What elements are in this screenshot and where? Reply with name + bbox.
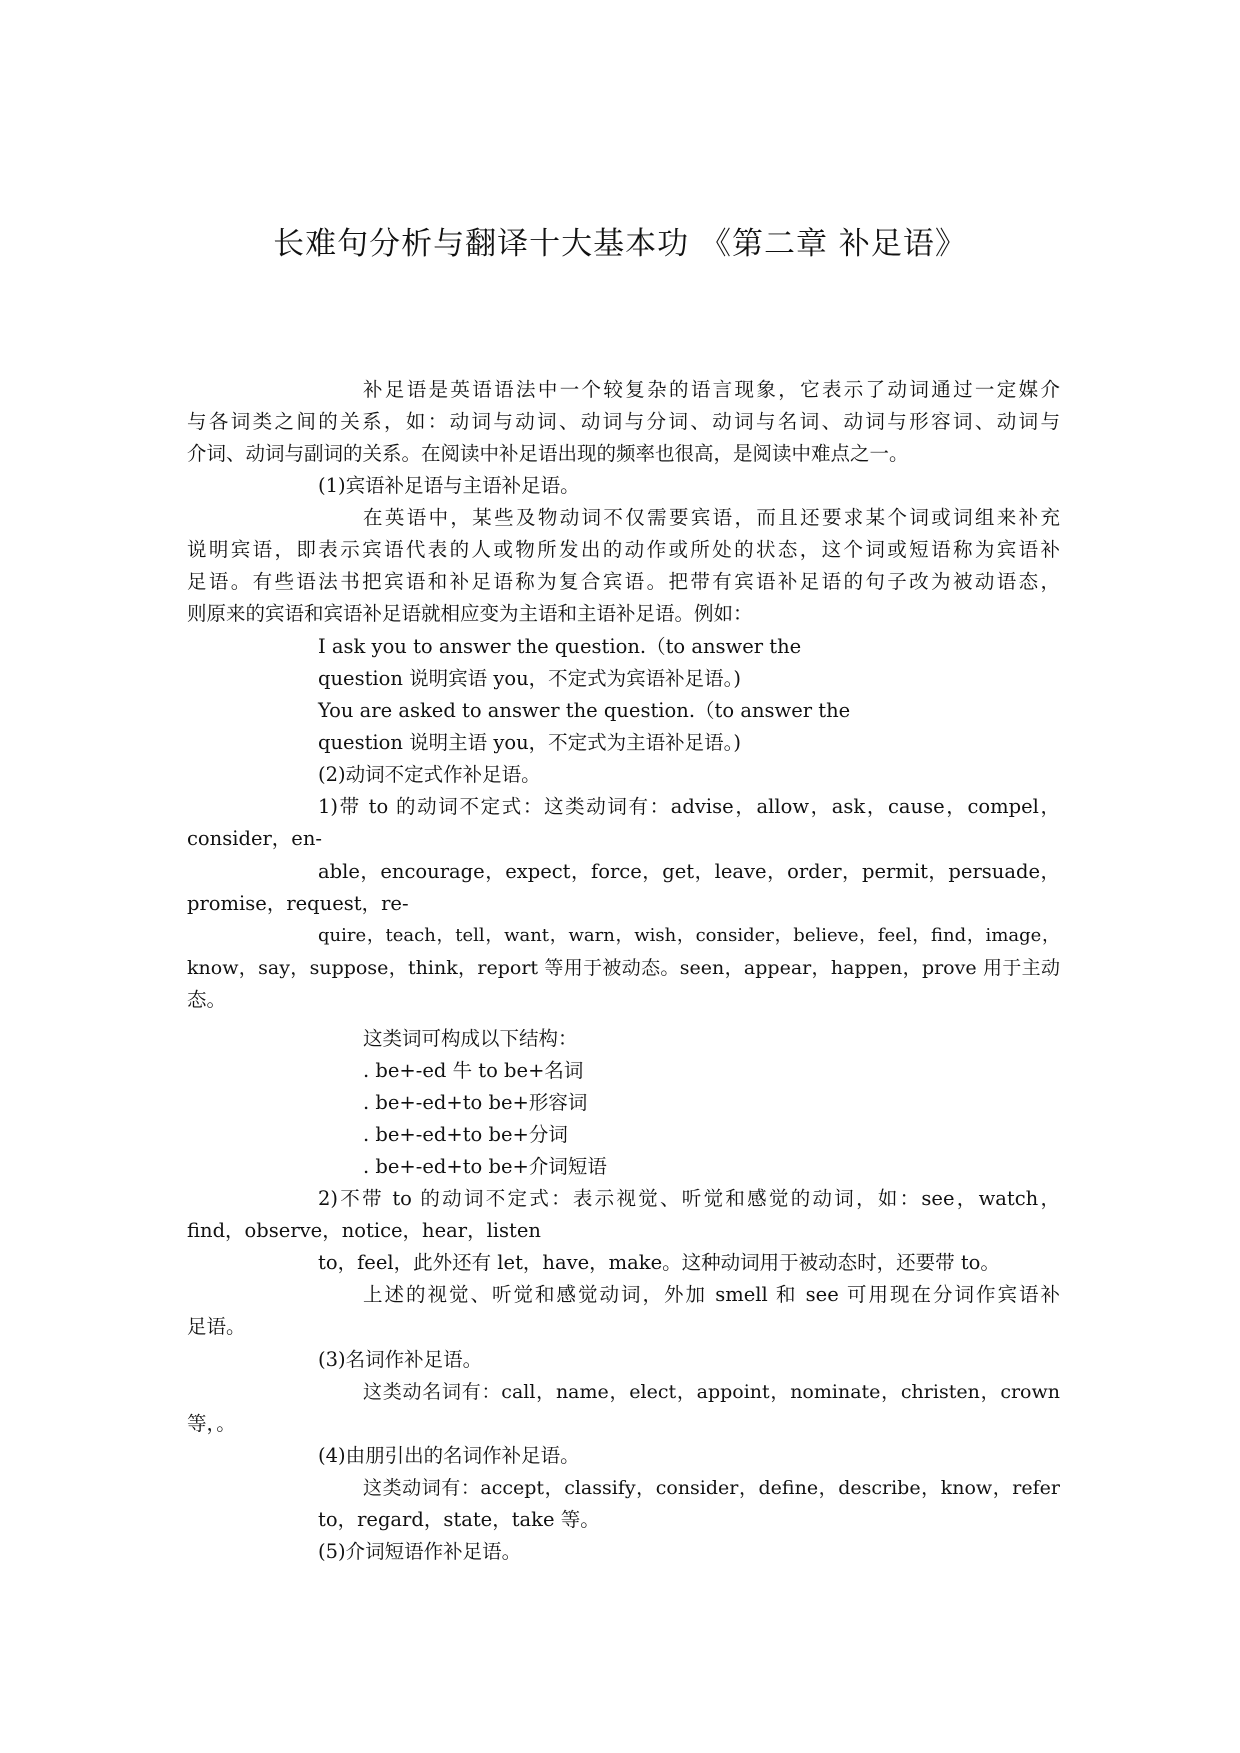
section-heading: (4)由朋引出的名词作补足语。: [318, 1444, 580, 1467]
structure-item: . be+-ed 牛 to be+名词: [363, 1059, 584, 1082]
paragraph-line: 上述的视觉、听觉和感觉动词，外加 smell 和 see 可用现在分词作宾语补: [363, 1283, 1060, 1306]
paragraph-line: 与各词类之间的关系，如：动词与动词、动词与分词、动词与名词、动词与形容词、动词与: [187, 410, 1060, 433]
document-title: 长难句分析与翻译十大基本功 《第二章 补足语》: [273, 226, 967, 262]
paragraph-line: 足语。有些语法书把宾语和补足语称为复合宾语。把带有宾语补足语的句子改为被动语态，: [187, 570, 1060, 593]
section-heading: (2)动词不定式作补足语。: [318, 763, 541, 786]
paragraph-line: 等，。: [187, 1412, 236, 1435]
paragraph-line: 2)不带 to 的动词不定式：表示视觉、听觉和感觉的动词，如：see，watch，: [318, 1187, 1060, 1210]
example-line: question 说明宾语 you，不定式为宾语补足语。): [318, 667, 742, 690]
paragraph-line: able，encourage，expect，force，get，leave，order，permit，persuade，: [318, 860, 1060, 883]
paragraph-line: 这类动词有：accept，classify，consider，define，describe，know，refer: [363, 1477, 1060, 1499]
paragraph-line: 这类动名词有：call，name，elect，appoint，nominate，christen，crown: [363, 1381, 1060, 1403]
paragraph-line: quire，teach，tell，want，warn，wish，consider，believe，feel，find，image，: [318, 925, 1060, 946]
example-line: question 说明主语 you，不定式为主语补足语。): [318, 731, 742, 754]
paragraph-line: promise，request，re-: [187, 892, 409, 915]
example-line: I ask you to answer the question.（to answer the: [318, 635, 802, 658]
section-heading: (1)宾语补足语与主语补足语。: [318, 474, 580, 497]
structure-item: . be+-ed+to be+介词短语: [363, 1155, 607, 1178]
paragraph-line: to，regard，state，take 等。: [318, 1508, 600, 1531]
paragraph-line: 1)带 to 的动词不定式：这类动词有：advise，allow，ask，cause，compel，: [318, 795, 1060, 818]
paragraph-line: know，say，suppose，think，report 等用于被动态。seen，appear，happen，prove 用于主动: [187, 957, 1060, 979]
paragraph-line: 补足语是英语语法中一个较复杂的语言现象，它表示了动词通过一定媒介: [363, 378, 1060, 401]
paragraph-line: 说明宾语，即表示宾语代表的人或物所发出的动作或所处的状态，这个词或短语称为宾语补: [187, 538, 1060, 561]
paragraph-line: 介词、动词与副词的关系。在阅读中补足语出现的频率也很高，是阅读中难点之一。: [187, 442, 909, 465]
paragraph-line: 在英语中，某些及物动词不仅需要宾语，而且还要求某个词或词组来补充: [363, 506, 1060, 529]
example-line: You are asked to answer the question.（to answer the: [318, 699, 851, 722]
paragraph-line: 足语。: [187, 1315, 246, 1338]
structure-item: . be+-ed+to be+分词: [363, 1123, 568, 1146]
section-heading: (3)名词作补足语。: [318, 1348, 483, 1371]
paragraph-line: 这类词可构成以下结构：: [363, 1027, 578, 1050]
paragraph-line: find，observe，notice，hear，listen: [187, 1219, 541, 1242]
paragraph-line: 态。: [187, 988, 227, 1011]
section-heading: (5)介词短语作补足语。: [318, 1540, 522, 1563]
paragraph-line: 则原来的宾语和宾语补足语就相应变为主语和主语补足语。例如：: [187, 602, 753, 625]
paragraph-line: consider，en-: [187, 827, 322, 850]
structure-item: . be+-ed+to be+形容词: [363, 1091, 588, 1114]
paragraph-line: to，feel，此外还有 let，have，make。这种动词用于被动态时，还要带 to。: [318, 1251, 1000, 1274]
